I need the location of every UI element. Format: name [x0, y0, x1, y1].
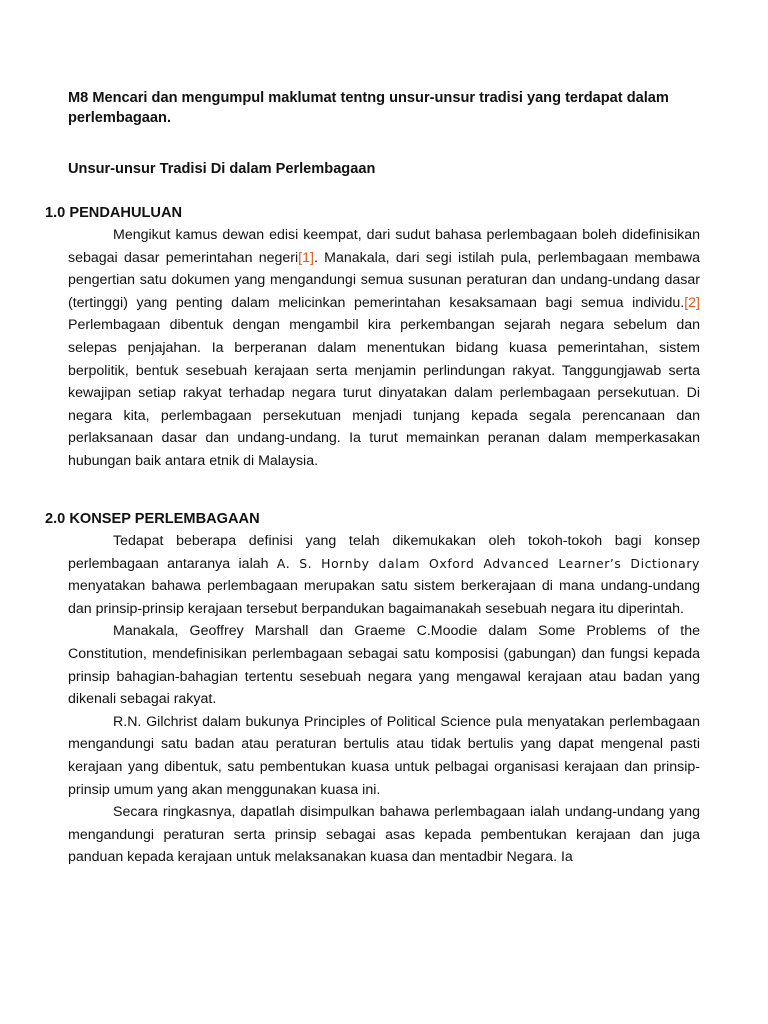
footnote-ref-2[interactable]: [2]: [684, 294, 700, 311]
section-2-paragraph-2: Manakala, Geoffrey Marshall dan Graeme C.Moodie dalam Some Problems of the Constitution, mendefinisikan perlembagaan sebagai satu komposisi (gabungan) dan fungsi kepada prinsip bahagian-bahagian tertentu sesebuah negara yang mengawal kerajaan atau badan yang dikenali sebagai rakyat.: [68, 623, 700, 708]
section-2-paragraph-3: R.N. Gilchrist dalam bukunya Principles of Political Science pula menyatakan perlembagaan mengandungi satu badan atau peraturan bertulis atau tidak bertulis yang dapat mengenal pasti kerajaan yang dibentuk, satu pembentukan kuasa untuk pelbagai organisasi kerajaan dan prinsip-prinsip umum yang akan menggunakan kuasa ini.: [68, 713, 700, 798]
s1-p1-text-a: Mengikut kamus dewan edisi keempat, dari sudut bahasa perlembagaan boleh didefinisikan sebagai dasar pemerintahan negeri: [68, 227, 700, 266]
section-1-paragraph-1: [68, 224, 700, 473]
s2-p1-text-b: menyatakan bahawa perlembagaan merupakan satu sistem berkerajaan di mana undang-undang dan prinsip-prinsip kerajaan tersebut berpandukan bagaimanakah sesebuah negara itu diperintah.: [68, 578, 700, 617]
section-1-heading: 1.0 PENDAHULUAN: [45, 205, 183, 221]
s1-p1-text-b: . Manakala, dari segi istilah pula, perlembagaan membawa pengertian satu dokumen yang mengandungi semua susunan peraturan dan undang-undang dasar (tertinggi) yang penting dalam melicinkan pemerintahan kesaksamaan bagi semua individu.: [68, 249, 700, 311]
section-2-heading: 2.0 KONSEP PERLEMBAGAAN: [45, 511, 260, 527]
document-subtitle: Unsur-unsur Tradisi Di dalam Perlembagaan: [68, 161, 376, 177]
s2-p1-citation: A. S. Hornby dalam Oxford Advanced Learner’s Dictionary: [276, 555, 700, 571]
section-2-paragraph-4: Secara ringkasnya, dapatlah disimpulkan bahawa perlembagaan ialah undang-undang yang mengandungi peraturan serta prinsip sebagai asas kepada pembentukan kerajaan dan juga panduan kepada kerajaan untuk melaksanakan kuasa dan mentadbir Negara. Ia: [68, 804, 700, 866]
section-2-body: [68, 530, 700, 869]
document-title: M8 Mencari dan mengumpul maklumat tentng unsur-unsur tradisi yang terdapat dalam perlembagaan.: [68, 90, 669, 126]
s2-p1-text-a: Tedapat beberapa definisi yang telah dikemukakan oleh tokoh-tokoh bagi konsep perlembagaan antaranya ialah: [68, 533, 700, 572]
s1-p1-text-c: Perlembagaan dibentuk dengan mengambil kira perkembangan sejarah negara sebelum dan selepas penjajahan. Ia berperanan dalam menentukan bidang kuasa pemerintahan, sistem berpolitik, bentuk sesebuah kerajaan serta menjamin perlindungan rakyat. Tanggungjawab serta kewajipan setiap rakyat terhadap negara turut dinyatakan dalam perlembagaan persekutuan. Di negara kita, perlembagaan persekutuan menjadi tunjang kepada segala perencanaan dan perlaksanaan dasar dan undang-undang. Ia turut memainkan peranan dalam memperkasakan hubungan baik antara etnik di Malaysia.: [68, 317, 700, 469]
section-1-body: [68, 224, 700, 473]
section-2-paragraph-1: [68, 530, 700, 620]
footnote-ref-1[interactable]: [1]: [298, 249, 314, 266]
